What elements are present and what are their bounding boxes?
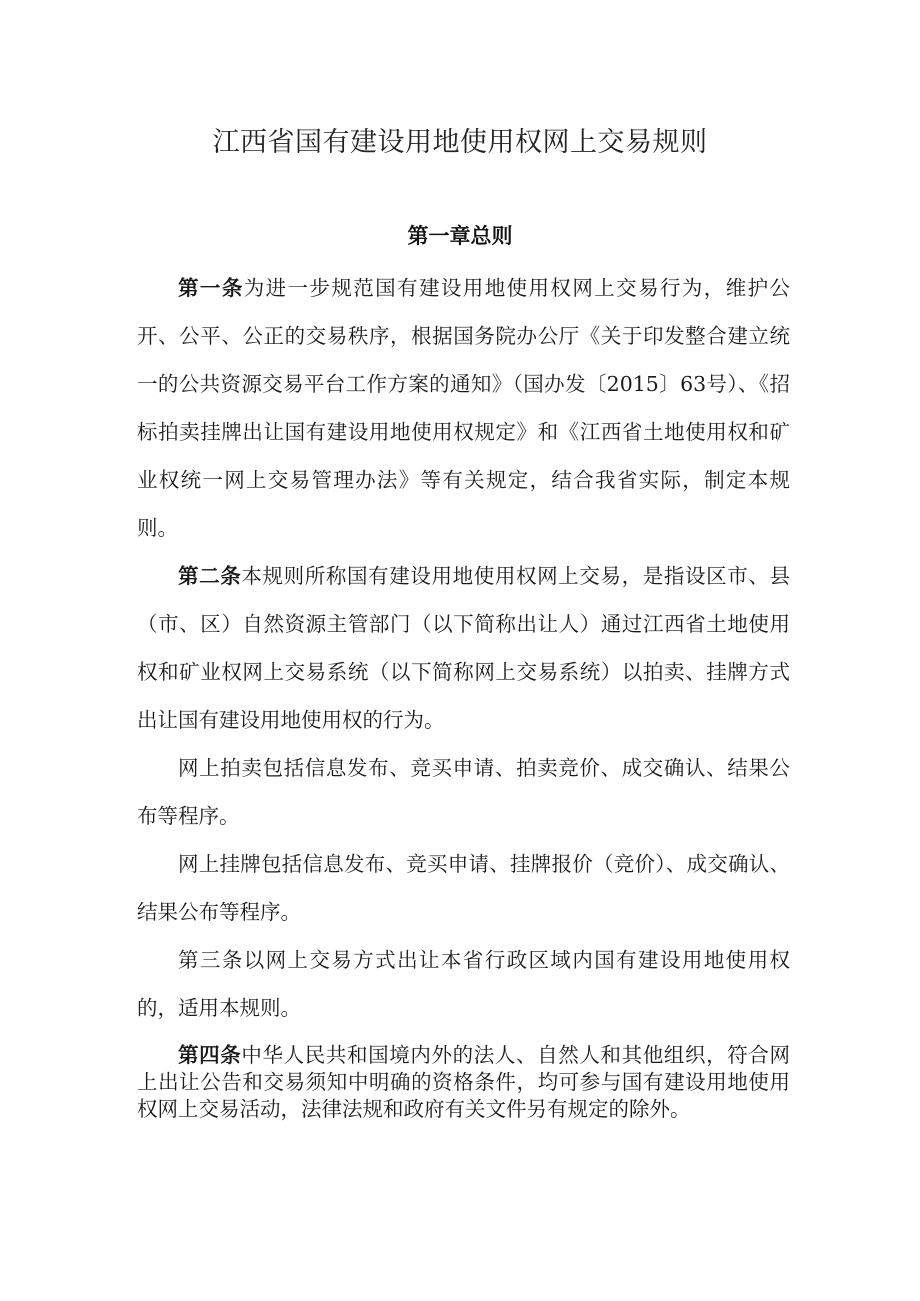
article-1-paragraph: [137, 264, 790, 552]
online-listing-paragraph: [137, 840, 790, 936]
article-4-paragraph: [137, 1042, 790, 1123]
article-3-text: 第三条以网上交易方式出让本省行政区域内国有建设用地使用权的，适用本规则。: [137, 948, 790, 1020]
document-title: 江西省国有建设用地使用权网上交易规则: [212, 127, 708, 158]
article-2-label: 第二条: [178, 564, 242, 588]
article-3-paragraph: [137, 936, 790, 1032]
article-4-text: 中华人民共和国境内外的法人、自然人和其他组织，符合网上出让公告和交易须知中明确的资格条件，均可参与国有建设用地使用权网上交易活动，法律法规和政府有关文件另有规定的除外。: [137, 1043, 790, 1121]
article-2-text: 本规则所称国有建设用地使用权网上交易，是指设区市、县（市、区）自然资源主管部门（以下简称出让人）通过江西省土地使用权和矿业权网上交易系统（以下简称网上交易系统）以拍卖、挂牌方式出让国有建设用地使用权的行为。: [137, 564, 790, 732]
chapter-title: 第一章总则: [407, 224, 513, 248]
article-2-paragraph: [137, 552, 790, 744]
online-auction-paragraph: [137, 744, 790, 840]
online-listing-text: 网上挂牌包括信息发布、竞买申请、挂牌报价（竞价）、成交确认、结果公布等程序。: [137, 852, 790, 924]
article-1-label: 第一条: [178, 276, 244, 300]
online-auction-text: 网上拍卖包括信息发布、竞买申请、拍卖竞价、成交确认、结果公布等程序。: [137, 756, 790, 828]
article-4-label: 第四条: [178, 1043, 242, 1067]
article-1-text: 为进一步规范国有建设用地使用权网上交易行为，维护公开、公平、公正的交易秩序，根据国务院办公厅《关于印发整合建立统一的公共资源交易平台工作方案的通知》（国办发〔2015〕63号）、《招标拍卖挂牌出让国有建设用地使用权规定》和《江西省土地使用权和矿业权统一网上交易管理办法》等有关规定，结合我省实际，制定本规则。: [137, 276, 791, 540]
